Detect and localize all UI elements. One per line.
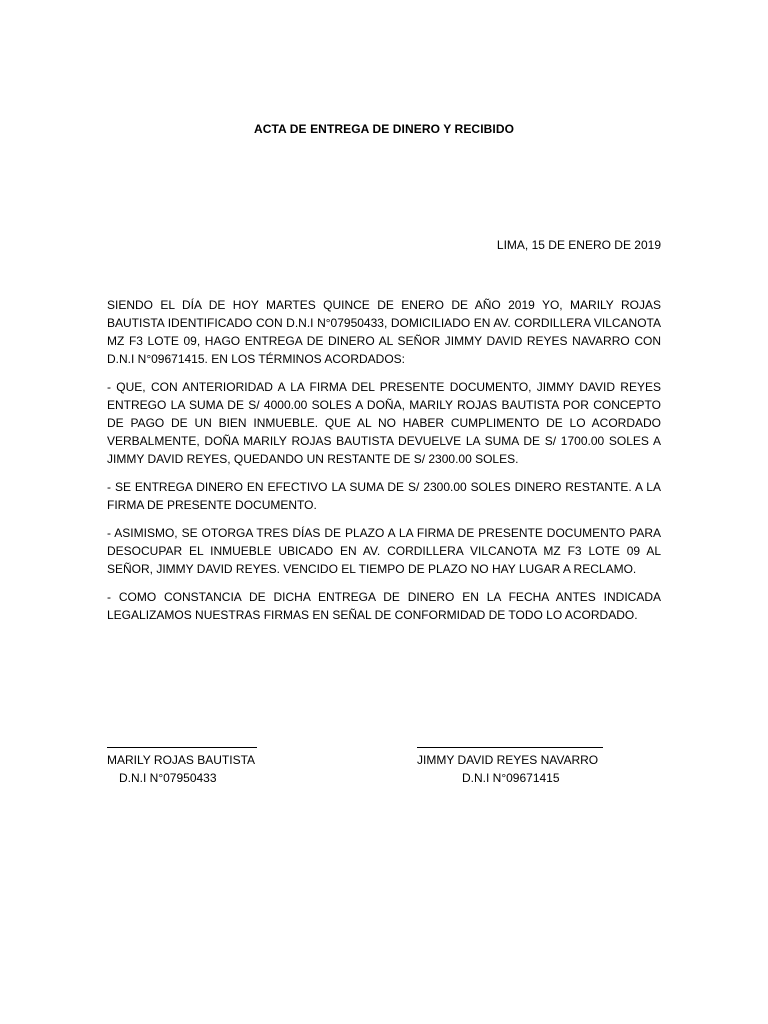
signature-dni-left: D.N.I N°07950433	[119, 771, 217, 785]
signature-dni-right: D.N.I N°09671415	[462, 771, 560, 785]
signature-name-left: MARILY ROJAS BAUTISTA	[107, 753, 256, 767]
signature-name-right: JIMMY DAVID REYES NAVARRO	[417, 753, 599, 767]
paragraph-clause-1: - QUE, CON ANTERIORIDAD A LA FIRMA DEL PRESENTE DOCUMENTO, JIMMY DAVID REYES ENTREGO LA SUMA DE S/ 4000.00 SOLES A DOÑA, MARILY ROJAS BAUTISTA POR CONCEPTO DE PAGO DE UN BIEN INMUEBLE. QUE AL NO HABER CUMPLIMENTO DE LO ACORDADO VERBALMENTE, DOÑA MARILY ROJAS BAUTISTA DEVUELVE LA SUMA DE S/ 1700.00 SOLES A JIMMY DAVID REYES, QUEDANDO UN RESTANTE DE S/ 2300.00 SOLES.	[107, 380, 661, 466]
signature-line-right	[417, 738, 603, 748]
paragraph-clause-2: - SE ENTREGA DINERO EN EFECTIVO LA SUMA DE S/ 2300.00 SOLES DINERO RESTANTE. A LA FIRMA DE PRESENTE DOCUMENTO.	[107, 480, 661, 512]
signature-block-right	[417, 738, 603, 787]
paragraph-clause-4: - COMO CONSTANCIA DE DICHA ENTREGA DE DINERO EN LA FECHA ANTES INDICADA LEGALIZAMOS NUESTRAS FIRMAS EN SEÑAL DE CONFORMIDAD DE TODO LO ACORDADO.	[107, 590, 661, 622]
paragraph-intro: SIENDO EL DÍA DE HOY MARTES QUINCE DE ENERO DE AÑO 2019 YO, MARILY ROJAS BAUTISTA IDENTIFICADO CON D.N.I N°07950433, DOMICILIADO EN AV. CORDILLERA VILCANOTA MZ F3 LOTE 09, HAGO ENTREGA DE DINERO AL SEÑOR JIMMY DAVID REYES NAVARRO CON D.N.I N°09671415. EN LOS TÉRMINOS ACORDADOS:	[107, 298, 661, 366]
document-body	[107, 296, 661, 634]
paragraph-clause-3: - ASIMISMO, SE OTORGA TRES DÍAS DE PLAZO A LA FIRMA DE PRESENTE DOCUMENTO PARA DESOCUPAR EL INMUEBLE UBICADO EN AV. CORDILLERA VILCANOTA MZ F3 LOTE 09 AL SEÑOR, JIMMY DAVID REYES. VENCIDO EL TIEMPO DE PLAZO NO HAY LUGAR A RECLAMO.	[107, 526, 661, 576]
signature-line-left	[107, 738, 257, 748]
document-title: ACTA DE ENTREGA DE DINERO Y RECIBIDO	[253, 122, 515, 136]
signature-block-left	[107, 738, 257, 787]
date-line: LIMA, 15 DE ENERO DE 2019	[496, 238, 661, 252]
